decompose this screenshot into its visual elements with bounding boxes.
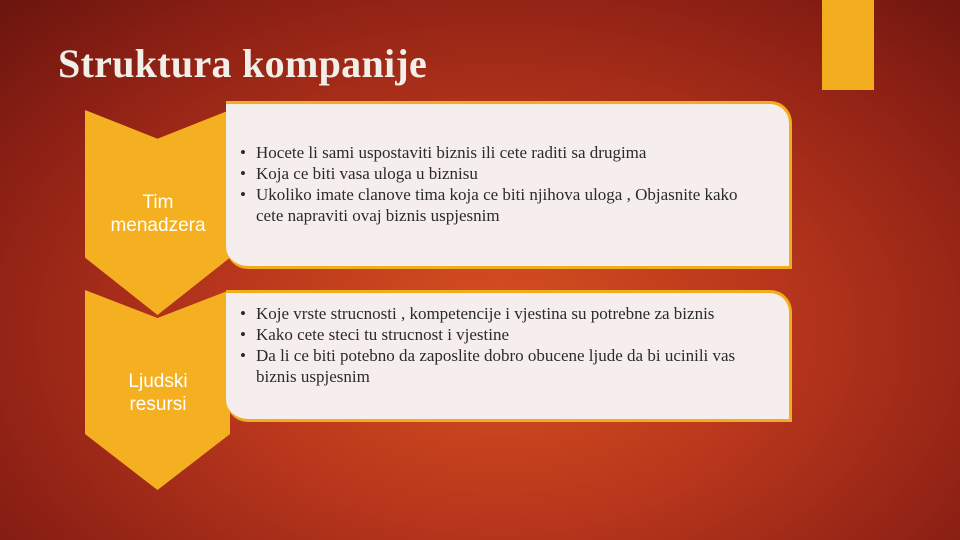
card-ljudski-resursi — [226, 290, 792, 422]
label-line: menadzera — [110, 215, 206, 236]
label-line: Ljudski — [128, 371, 188, 392]
card-tim-menadzera — [226, 101, 792, 269]
bullet-item: • Da li ce biti potebno da zaposlite dobro obucene ljude da bi ucinili vas biznis uspjesnim — [236, 345, 765, 387]
label-line: Tim — [142, 192, 174, 213]
bullet-item: • Koja ce biti vasa uloga u biznisu — [236, 163, 765, 184]
section-label-ljudski-resursi — [95, 370, 221, 416]
bullet-item: • Hocete li sami uspostaviti biznis ili cete raditi sa drugima — [236, 142, 765, 163]
bullet-list — [236, 142, 765, 226]
bullet-item: • Koje vrste strucnosti , kompetencije i vjestina su potrebne za biznis — [236, 303, 765, 324]
slide-title: Struktura kompanije — [58, 41, 428, 86]
bullet-item: • Kako cete steci tu strucnost i vjestine — [236, 324, 765, 345]
bullet-list — [236, 303, 765, 387]
section-label-tim-menadzera — [95, 191, 221, 237]
label-line: resursi — [129, 394, 187, 415]
accent-bar — [822, 0, 874, 90]
bullet-item: • Ukoliko imate clanove tima koja ce biti njihova uloga , Objasnite kako cete napraviti ovaj biznis uspjesnim — [236, 184, 765, 226]
